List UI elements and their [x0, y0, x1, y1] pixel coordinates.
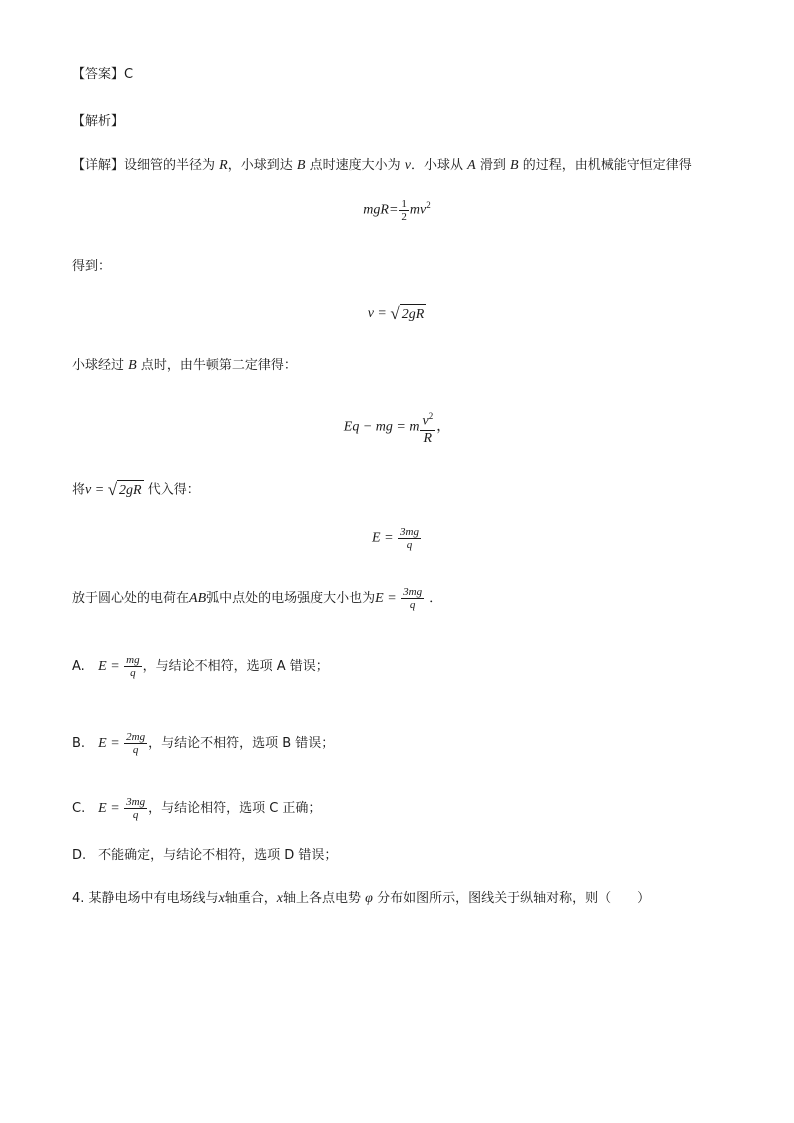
answer-line	[72, 65, 133, 85]
substitute-line	[72, 480, 200, 501]
var-v: v	[404, 158, 411, 173]
detail-text-a: 设细管的半径为	[124, 158, 216, 173]
option-b	[72, 731, 334, 756]
option-b-fraction	[124, 731, 147, 756]
eq3-lhs: Eq − mg = m	[343, 419, 420, 435]
eq2-radicand: 2gR	[400, 304, 427, 324]
option-d-letter: D.	[72, 848, 87, 863]
option-c-den: q	[132, 809, 139, 821]
conclusion-den: q	[409, 599, 416, 611]
conclusion-lhs: E =	[375, 591, 401, 606]
option-a-num: mg	[126, 654, 140, 666]
option-b-num: 2mg	[126, 731, 146, 743]
eq3-fraction	[420, 408, 435, 447]
option-c-text: ，与结论相符，选项 C 正确；	[148, 801, 322, 816]
var-B2: B	[509, 158, 519, 173]
option-a	[72, 654, 329, 679]
substitute-text-b: 代入得：	[147, 482, 200, 498]
conclusion-fraction	[401, 586, 424, 611]
option-a-text: ，与结论不相符，选项 A 错误；	[142, 659, 329, 674]
eq1-rhs: mv	[409, 202, 427, 218]
detail-text-b: ，小球到达	[227, 158, 293, 173]
eq1-num: 1	[401, 198, 407, 210]
option-b-den: q	[132, 744, 139, 756]
option-c-lhs: E =	[98, 801, 124, 816]
newton-text-b: 点时，由牛顿第二定律得：	[140, 358, 297, 373]
conclusion-num: 3mg	[403, 586, 423, 598]
newton-text-a: 小球经过	[72, 358, 125, 373]
eq1-sup: 2	[426, 200, 431, 211]
conclusion-tail: ．	[429, 591, 443, 606]
option-a-letter: A.	[72, 659, 85, 674]
eq1-lhs: mgR=	[363, 202, 399, 218]
detail-text-f: 的过程，由机械能守恒定律得	[522, 158, 692, 173]
option-a-den: q	[130, 667, 136, 679]
var-A: A	[467, 158, 476, 173]
detail-text-d: ．小球从	[410, 158, 463, 173]
analysis-label: 【解析】	[72, 114, 125, 129]
detail-text-e: 滑到	[479, 158, 506, 173]
eq1-den: 2	[401, 211, 407, 223]
var-B: B	[296, 158, 306, 173]
detail-text-c: 点时速度大小为	[309, 158, 401, 173]
conclusion-text-b: 弧中点处的电场强度大小也为	[206, 591, 376, 606]
question-4-var-phi: φ	[365, 891, 373, 906]
option-d-text: 不能确定，与结论不相符，选项 D 错误；	[98, 848, 338, 863]
eq3-num-v: v	[422, 413, 429, 429]
question-4-number: 4.	[72, 891, 85, 906]
eq4-lhs: E =	[372, 530, 398, 546]
eq2-lhs: v =	[367, 306, 391, 322]
conclusion-text-a: 放于圆心处的电荷在	[72, 591, 190, 606]
newton-line	[72, 356, 297, 376]
equation-field	[0, 526, 794, 551]
detail-line	[72, 156, 692, 176]
question-4-var-x2: x	[276, 891, 284, 906]
eq4-num: 3mg	[400, 526, 419, 538]
newton-var-B: B	[128, 358, 137, 373]
option-c-num: 3mg	[126, 796, 146, 808]
option-a-fraction	[124, 654, 141, 679]
conclusion-line	[72, 586, 442, 611]
eq4-fraction	[398, 526, 421, 551]
substitute-radicand: 2gR	[117, 480, 144, 500]
detail-label: 【详解】	[72, 158, 125, 173]
question-4-text-a: 某静电场中有电场线与	[88, 891, 219, 906]
question-4-var-x1: x	[218, 891, 225, 906]
option-c-fraction	[124, 796, 147, 821]
question-4-text-d: 分布如图所示，图线关于纵轴对称，则（ ）	[377, 891, 651, 906]
question-4-text-b: 轴重合，	[224, 891, 277, 906]
equation-velocity	[0, 304, 794, 324]
answer-label: 【答案】	[72, 67, 125, 82]
option-d	[72, 846, 337, 866]
conclusion-var-AB: AB	[189, 591, 207, 606]
sqrt-symbol: √ 2gR	[390, 304, 425, 323]
equation-energy	[0, 198, 794, 223]
option-a-lhs: E =	[98, 659, 124, 674]
var-R: R	[219, 158, 228, 173]
option-c-letter: C.	[72, 801, 86, 816]
answer-value: C	[124, 67, 134, 82]
option-c	[72, 796, 321, 821]
eq3-num-sup: 2	[428, 411, 434, 421]
question-4-text-c: 轴上各点电势	[283, 891, 362, 906]
got-label: 得到：	[72, 259, 112, 274]
substitute-text-a: 将	[72, 482, 86, 498]
substitute-lhs: v =	[85, 482, 108, 498]
substitute-sqrt: √ 2gR	[107, 480, 142, 499]
equation-newton	[0, 408, 794, 447]
question-4	[72, 889, 650, 909]
option-b-text: ，与结论不相符，选项 B 错误；	[148, 736, 335, 751]
eq3-tail: ，	[436, 419, 451, 435]
option-b-letter: B.	[72, 736, 86, 751]
eq1-fraction	[399, 198, 409, 223]
option-b-lhs: E =	[98, 736, 124, 751]
eq3-den: R	[423, 430, 433, 446]
eq4-den: q	[406, 539, 413, 551]
